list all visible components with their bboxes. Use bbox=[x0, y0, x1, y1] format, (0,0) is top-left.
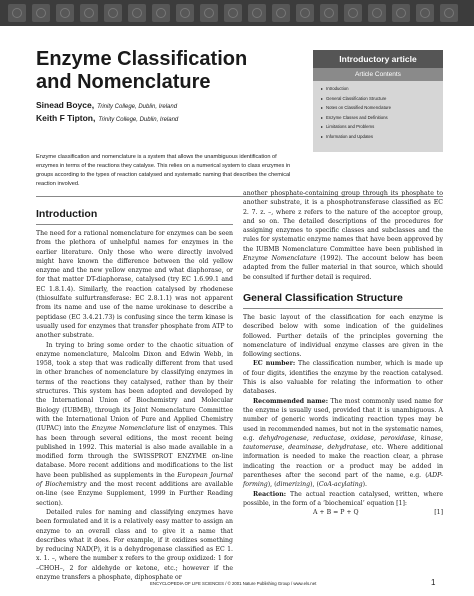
pattern-tile-icon bbox=[200, 4, 218, 22]
pattern-tile-icon bbox=[344, 4, 362, 22]
pattern-tile-icon bbox=[32, 4, 50, 22]
author-affiliation: Trinity College, Dublin, Ireland bbox=[98, 117, 179, 123]
paragraph: another phosphate-containing group through its phosphate to another substrate, it is a phosphotransferase classified as EC 2. 7. z. –, where z refers to the nature of the acceptor group, and so on. The detailed descriptions of the procedures for assigning enzymes to specific classes and subclasses and the rules for systematic enzyme names that have been approved by the IUBMB Nomenclature Committee have been published in Enzyme Nomenclature (1992). The account below has been adapted from the fuller material in that source, which should be consulted if further detail is required. bbox=[243, 190, 443, 281]
pattern-tile-icon bbox=[392, 4, 410, 22]
paragraph: In trying to bring some order to the chaotic situation of enzyme nomenclature, Malcolm Dixon and Edwin Webb, in 1958, took a step that was radically different from that used in other branches of nomenclature by classifying enzymes in terms of the reactions they catalysed, rather than by their structures. This system has been adopted and developed by the International Union of Biochemistry and Molecular Biology (IUBMB), through its Joint Nomenclature Committee with the International Union of Pure and Applied Chemistry (IUPAC) into the Enzyme Nomenclature list of enzymes. This has been through several editions, the most recent being published in 1992. This material is also made available in a modified form through the SWISSPROT ENZYME on-line database. More recent additions and modifications to the list have been published as supplements in the European Journal of Biochemistry and the most recent additions are available on-line (see Enzyme Supplement, 1999 in Further Reading section). bbox=[36, 341, 233, 507]
contents-item-limitations[interactable]: ▸ Limitations and Problems bbox=[321, 122, 443, 132]
paragraph: EC number: The classification number, which is made up of four digits, identifies the enzyme by the reaction catalysed. This is also valuable for relating the information to other databases. bbox=[243, 360, 443, 396]
paragraph: Recommended name: The most commonly used name for the enzyme is usually used, provided that it is unambiguous. A number of generic words indicating reaction types may be used in recommended names, but not in the systematic names, e.g. dehydrogenase, reductase, oxidase, peroxidase, kinase, tautomerase, deaminase, dehydratase, etc. Where additional information is needed to make the reaction clear, a phrase indicating the reaction or a product may be added in parentheses after the second part of the name, e.g. (ADP-forming), (dimerizing), (CoA-acylating). bbox=[243, 397, 443, 489]
author-line bbox=[36, 113, 178, 123]
pattern-tile-icon bbox=[8, 4, 26, 22]
column-two-continuation bbox=[243, 189, 443, 282]
header-band bbox=[0, 0, 474, 26]
contents-item-notes[interactable]: ▸ Notes on Classified Nomenclature bbox=[321, 103, 443, 113]
section-heading-introduction: Introduction bbox=[36, 208, 98, 220]
paragraph: The need for a rational nomenclature for enzymes can be seen from the plethora of unhelpful names for enzymes in the earlier literature. Only those who were directly involved might have known the difference between the old yellow enzyme and the new yellow enzyme and what diaphorase, or for that matter DT-diaphorase, catalysed (try EC 1.6.99.1 and EC 1.8.1.4). Similarly, the reaction catalysed by rhodenese (thiosulfate sulfurtransferase: EC 2.8.1.1) was not apparent from its name and use of the name urokinase to describe a peptidase (EC 3.4.21.73) is confusing since the term kinase is usually used for enzymes that transfer phosphate from ATP to another substrate. bbox=[36, 230, 233, 340]
article-type-label: Introductory article bbox=[313, 50, 443, 68]
section-heading-general-classification: General Classification Structure bbox=[243, 292, 403, 304]
pattern-tile-icon bbox=[176, 4, 194, 22]
pattern-tile-icon bbox=[296, 4, 314, 22]
pattern-tile-icon bbox=[152, 4, 170, 22]
pattern-tile-icon bbox=[104, 4, 122, 22]
contents-item-general-classification[interactable]: ▸ General Classification Structure bbox=[321, 94, 443, 104]
pattern-tile-icon bbox=[224, 4, 242, 22]
pattern-tile-icon bbox=[128, 4, 146, 22]
pattern-tile-icon bbox=[320, 4, 338, 22]
general-classification-body bbox=[243, 313, 443, 518]
pattern-tile-icon bbox=[368, 4, 386, 22]
paragraph: Reaction: The actual reaction catalysed, written, where possible, in the form of a ‘biochemical’ equation [1]: bbox=[243, 490, 443, 507]
equation: A + B = P + Q [1] bbox=[313, 509, 443, 517]
pattern-tile-icon bbox=[416, 4, 434, 22]
pattern-tile-icon bbox=[440, 4, 458, 22]
introduction-body bbox=[36, 229, 233, 582]
pattern-tile-icon bbox=[272, 4, 290, 22]
article-contents-heading: Article Contents bbox=[313, 68, 443, 81]
pattern-tile-icon bbox=[56, 4, 74, 22]
paragraph: Detailed rules for naming and classifying enzymes have been formulated and it is a relatively easy matter to assign an enzyme to an overall class and to give it a name that describes what it does. For example, if it oxidizes something by reducing NAD(P), it is a dehydrogenase classified as EC 1. x. 1. –, where the number x refers to the group oxidized: 1 for –CHOH–, 2 for aldehyde or ketone, etc.; however if the enzyme transfers a phosphate, diphosphate or bbox=[36, 508, 233, 581]
article-contents-box bbox=[313, 50, 443, 152]
contents-item-enzyme-classes[interactable]: ▸ Enzyme Classes and Definitions bbox=[321, 113, 443, 123]
contents-item-introduction[interactable]: ▸ Introduction bbox=[321, 84, 443, 94]
section-rule bbox=[36, 224, 233, 225]
pattern-tile-icon bbox=[248, 4, 266, 22]
page-number: 1 bbox=[431, 578, 436, 587]
author-name: Keith F Tipton, bbox=[36, 113, 96, 123]
page-footer: ENCYCLOPEDIA OF LIFE SCIENCES / © 2001 Nature Publishing Group / www.els.net bbox=[150, 581, 317, 586]
pattern-tile-icon bbox=[80, 4, 98, 22]
abstract: Enzyme classification and nomenclature is a system that allows the unambiguous identification of enzymes in terms of the reactions they catalyse. This relies on a numerical system to class enzymes in groups according to the types of reaction catalysed and systematic naming that describes the chemical reaction involved. bbox=[36, 154, 291, 187]
contents-item-information[interactable]: ▸ Information and Updates bbox=[321, 132, 443, 142]
author-name: Sinead Boyce, bbox=[36, 100, 95, 110]
author-affiliation: Trinity College, Dublin, Ireland bbox=[97, 104, 178, 110]
contents-list bbox=[313, 81, 443, 142]
paragraph: The basic layout of the classification for each enzyme is described below with some indication of the guidelines followed. Further details of the principles governing the nomenclature of individual enzyme classes are given in the following sections. bbox=[243, 314, 443, 359]
section-rule bbox=[243, 308, 443, 309]
article-title: Enzyme Classification and Nomenclature bbox=[36, 48, 248, 93]
author-line bbox=[36, 100, 177, 110]
